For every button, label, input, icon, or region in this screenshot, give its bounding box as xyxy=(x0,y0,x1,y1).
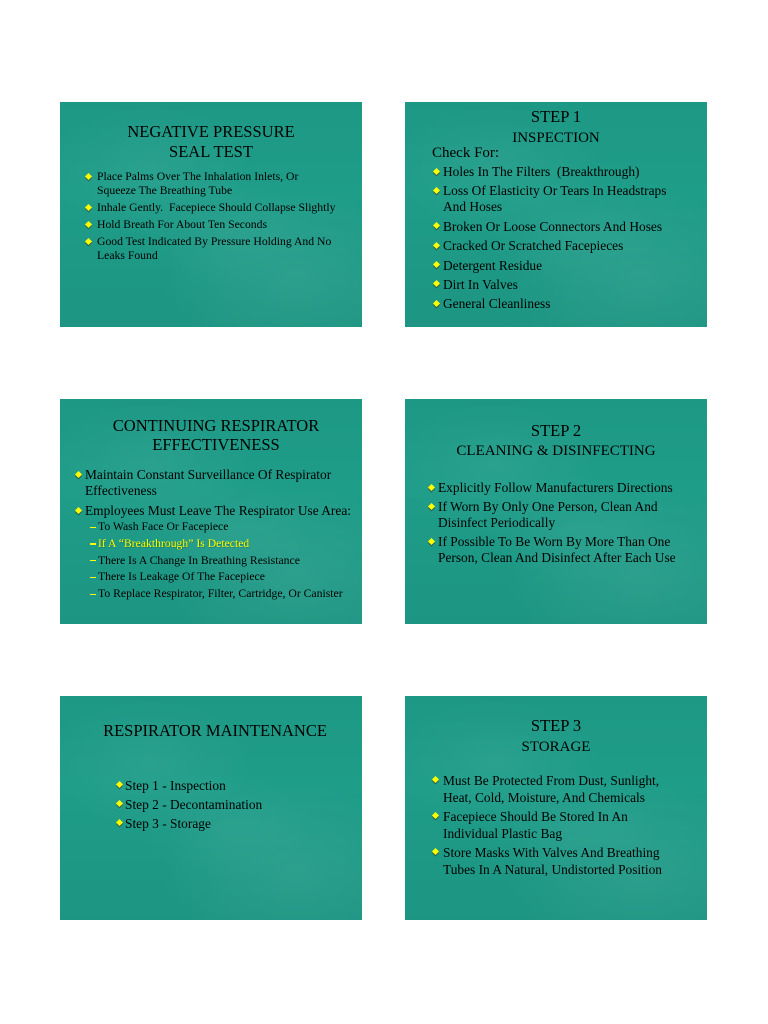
diamond-bullet-icon xyxy=(431,847,438,854)
slide-step-1-inspection xyxy=(405,102,707,327)
bullet-text: Dirt In Valves xyxy=(443,276,518,292)
bullet-text: If Possible To Be Worn By More Than One xyxy=(438,534,671,549)
bullet-text: Employees Must Leave The Respirator Use Area: xyxy=(85,503,352,518)
bullet-item xyxy=(443,772,662,806)
bullet-text: Individual Plastic Bag xyxy=(443,825,563,841)
bullet-item xyxy=(443,258,666,274)
bullet-list xyxy=(97,170,335,263)
diamond-bullet-icon xyxy=(115,780,122,787)
diamond-bullet-icon xyxy=(84,203,91,210)
slide-title-line: STEP 1 xyxy=(530,107,582,126)
slide-subtitle: CLEANING & DISINFECTING xyxy=(456,443,656,459)
dash-bullet-icon xyxy=(90,594,96,595)
diamond-bullet-icon xyxy=(432,187,439,194)
dash-bullet-icon xyxy=(90,527,96,528)
slide-title xyxy=(405,107,707,127)
diamond-bullet-icon xyxy=(115,799,122,806)
slide-title xyxy=(60,122,362,162)
bullet-text: Loss Of Elasticity Or Tears In Headstraps xyxy=(443,183,667,199)
slide-subtitle: INSPECTION xyxy=(512,130,600,146)
diamond-bullet-icon xyxy=(74,470,81,477)
slide-title xyxy=(405,716,707,736)
diamond-bullet-icon xyxy=(432,261,439,268)
bullet-text: Disinfect Periodically xyxy=(438,515,556,530)
bullet-text: Inhale Gently. Facepiece Should Collapse Slightly xyxy=(97,201,336,214)
bullet-item xyxy=(443,164,666,180)
bullet-item xyxy=(125,814,262,833)
bullet-text: Step 1 - Inspection xyxy=(125,777,226,793)
bullet-item xyxy=(438,499,676,531)
bullet-item xyxy=(97,218,335,232)
diamond-bullet-icon xyxy=(84,220,91,227)
bullet-list xyxy=(438,480,676,566)
bullet-item xyxy=(443,183,666,215)
diamond-bullet-icon xyxy=(115,818,122,825)
slide-continuing-respirator-effectiveness xyxy=(60,399,362,624)
bullet-text: Cracked Or Scratched Facepieces xyxy=(443,238,624,254)
bullet-item xyxy=(97,235,335,263)
dash-bullet-icon xyxy=(90,543,96,544)
diamond-bullet-icon xyxy=(432,167,439,174)
bullet-item xyxy=(438,534,676,566)
bullet-text: Step 2 - Decontamination xyxy=(125,796,263,812)
bullet-text: Place Palms Over The Inhalation Inlets, Or xyxy=(97,170,299,183)
bullet-item xyxy=(443,844,662,878)
diamond-bullet-icon xyxy=(427,537,434,544)
bullet-list xyxy=(443,164,666,312)
sub-bullet-item xyxy=(85,519,351,536)
bullet-item xyxy=(125,776,262,795)
diamond-bullet-icon xyxy=(84,172,91,179)
slide-subtitle: STORAGE xyxy=(521,739,591,755)
slide-title xyxy=(60,416,362,454)
slide-title xyxy=(60,721,362,741)
sub-bullet-text: To Wash Face Or Facepiece xyxy=(98,520,229,533)
bullet-text: Hold Breath For About Ten Seconds xyxy=(97,218,268,231)
slide-step-2-cleaning-disinfecting xyxy=(405,399,707,624)
bullet-text: Leaks Found xyxy=(97,249,158,262)
slide-title-line: RESPIRATOR MAINTENANCE xyxy=(103,721,327,740)
diamond-bullet-icon xyxy=(427,502,434,509)
slide-title-line: EFFECTIVENESS xyxy=(152,434,280,454)
slide-title-line: CONTINUING RESPIRATOR xyxy=(112,415,320,435)
slide-title-line: STEP 2 xyxy=(530,421,582,440)
bullet-list xyxy=(85,467,351,603)
bullet-list xyxy=(125,776,262,833)
bullet-list xyxy=(443,772,662,878)
bullet-item xyxy=(443,808,662,842)
slide-title-line: SEAL TEST xyxy=(169,142,253,161)
bullet-text: Store Masks With Valves And Breathing xyxy=(443,844,660,860)
diamond-bullet-icon xyxy=(432,242,439,249)
diamond-bullet-icon xyxy=(427,483,434,490)
slide-step-3-storage xyxy=(405,696,707,920)
bullet-text: Effectiveness xyxy=(85,483,157,498)
slide-negative-pressure-seal-test xyxy=(60,102,362,327)
sub-bullet-list xyxy=(85,519,351,603)
dash-bullet-icon xyxy=(90,560,96,561)
bullet-text: And Hoses xyxy=(443,199,503,215)
bullet-text: Holes In The Filters (Breakthrough) xyxy=(443,164,640,179)
diamond-bullet-icon xyxy=(432,300,439,307)
bullet-text: Must Be Protected From Dust, Sunlight, xyxy=(443,772,660,788)
sub-bullet-text: To Replace Respirator, Filter, Cartridge, Or Canister xyxy=(98,587,343,600)
sub-bullet-item xyxy=(85,569,351,586)
bullet-item xyxy=(443,238,666,254)
bullet-text: Explicitly Follow Manufacturers Directions xyxy=(438,480,673,495)
bullet-item xyxy=(443,277,666,293)
diamond-bullet-icon xyxy=(74,506,81,513)
slide-respirator-maintenance xyxy=(60,696,362,920)
diamond-bullet-icon xyxy=(431,811,438,818)
diamond-bullet-icon xyxy=(84,237,91,244)
bullet-text: Heat, Cold, Moisture, And Chemicals xyxy=(443,789,645,805)
bullet-text: Squeeze The Breathing Tube xyxy=(97,184,233,197)
bullet-text: Person, Clean And Disinfect After Each Use xyxy=(438,550,676,565)
bullet-item xyxy=(85,467,351,499)
slide-intro-text: Check For: xyxy=(432,145,500,161)
sub-bullet-item-highlighted xyxy=(85,536,351,553)
bullet-text: Good Test Indicated By Pressure Holding And No xyxy=(97,235,332,248)
bullet-text: General Cleanliness xyxy=(443,296,551,312)
slide-title xyxy=(405,421,707,441)
bullet-text: If Worn By Only One Person, Clean And xyxy=(438,499,658,514)
bullet-item xyxy=(85,503,351,603)
sub-bullet-text: There Is A Change In Breathing Resistance xyxy=(98,553,300,567)
bullet-text: Detergent Residue xyxy=(443,257,543,273)
dash-bullet-icon xyxy=(90,577,96,578)
bullet-item xyxy=(438,480,676,496)
bullet-text: Tubes In A Natural, Undistorted Position xyxy=(443,861,662,877)
bullet-item xyxy=(443,296,666,312)
bullet-item xyxy=(97,201,335,215)
bullet-text: Maintain Constant Surveillance Of Respirator xyxy=(85,467,332,482)
sub-bullet-text: If A “Breakthrough” Is Detected xyxy=(98,536,250,550)
sub-bullet-item xyxy=(85,586,351,603)
slide-title-line: NEGATIVE PRESSURE xyxy=(127,122,295,141)
bullet-item xyxy=(125,795,262,814)
bullet-text: Broken Or Loose Connectors And Hoses xyxy=(443,218,663,234)
bullet-item xyxy=(97,170,335,198)
diamond-bullet-icon xyxy=(432,222,439,229)
bullet-text: Facepiece Should Be Stored In An xyxy=(443,808,628,824)
slide-title-line: STEP 3 xyxy=(530,716,582,735)
sub-bullet-item xyxy=(85,553,351,570)
diamond-bullet-icon xyxy=(432,280,439,287)
bullet-item xyxy=(443,219,666,235)
diamond-bullet-icon xyxy=(431,775,438,782)
bullet-text: Step 3 - Storage xyxy=(125,815,211,831)
sub-bullet-text: There Is Leakage Of The Facepiece xyxy=(98,570,265,584)
